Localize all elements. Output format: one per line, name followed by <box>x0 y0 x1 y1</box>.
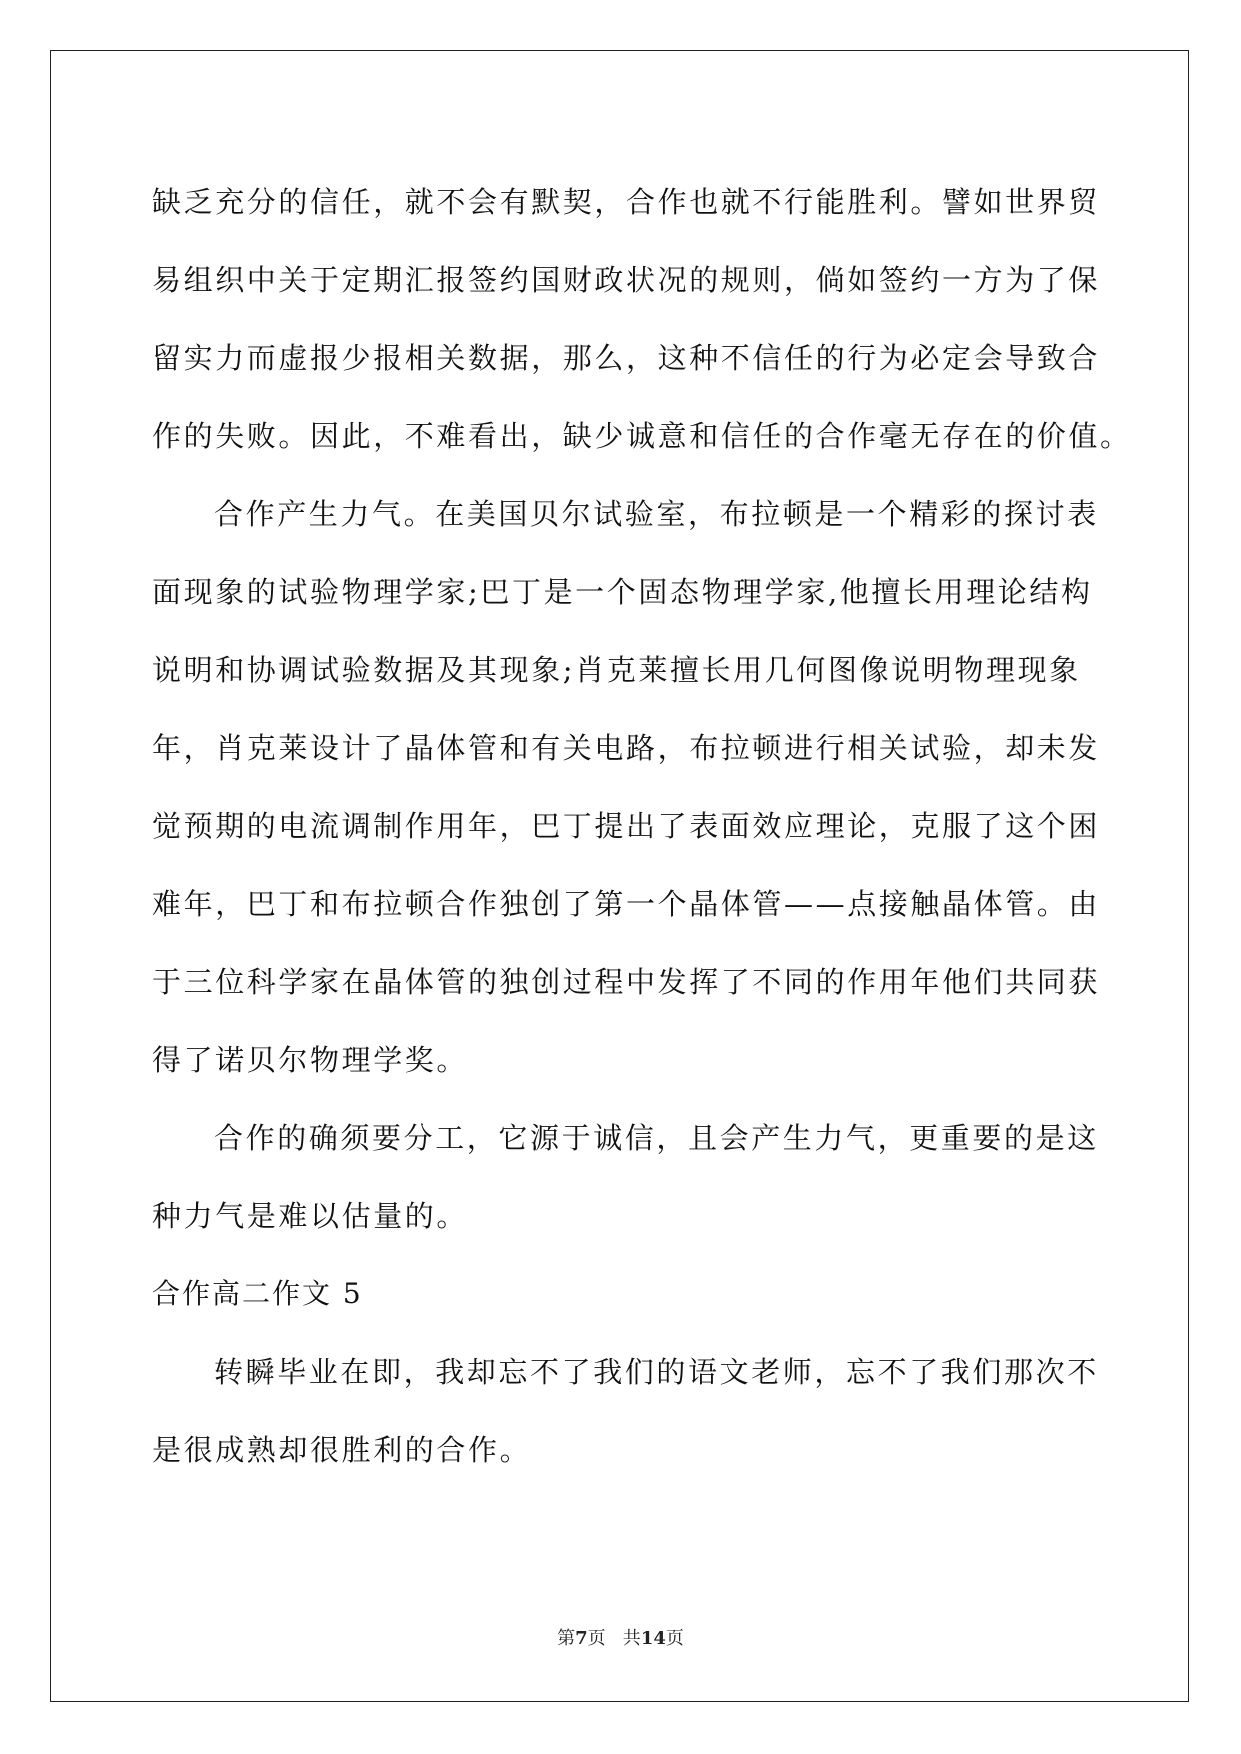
text-line: 面现象的试验物理学家;巴丁是一个固态物理学家,他擅长用理论结构 <box>152 575 1093 609</box>
paragraph-start-line: 合作的确须要分工，它源于诚信，且会产生力气，更重要的是这 <box>214 1121 1099 1155</box>
text-line: 觉预期的电流调制作用年，巴丁提出了表面效应理论，克服了这个困 <box>152 809 1101 843</box>
current-page-number: 7 <box>575 1628 588 1649</box>
section-heading: 合作高二作文 5 <box>152 1277 363 1310</box>
total-page-number: 14 <box>640 1628 666 1649</box>
paragraph-start-line: 转瞬毕业在即，我却忘不了我们的语文老师，忘不了我们那次不 <box>214 1355 1099 1389</box>
text-line: 年，肖克莱设计了晶体管和有关电路，布拉顿进行相关试验，却未发 <box>152 731 1101 765</box>
document-body <box>152 163 1132 1489</box>
text-line: 得了诺贝尔物理学奖。 <box>152 1043 469 1077</box>
text-line: 说明和协调试验数据及其现象;肖克莱擅长用几何图像说明物理现象 <box>152 653 1081 687</box>
page-footer <box>0 1627 1241 1651</box>
footer-suffix: 页 <box>665 1628 684 1649</box>
text-line: 缺乏充分的信任，就不会有默契，合作也就不行能胜利。譬如世界贸 <box>152 185 1101 219</box>
text-line: 作的失败。因此，不难看出，缺少诚意和信任的合作毫无存在的价值。 <box>152 419 1132 453</box>
text-line: 种力气是难以估量的。 <box>152 1199 469 1233</box>
paragraph-start-line: 合作产生力气。在美国贝尔试验室，布拉顿是一个精彩的探讨表 <box>214 497 1099 531</box>
text-line: 难年，巴丁和布拉顿合作独创了第一个晶体管——点接触晶体管。由 <box>152 887 1101 921</box>
text-line: 是很成熟却很胜利的合作。 <box>152 1433 532 1467</box>
footer-prefix: 第 <box>557 1628 576 1649</box>
footer-middle: 页 共 <box>587 1628 641 1649</box>
text-line: 于三位科学家在晶体管的独创过程中发挥了不同的作用年他们共同获 <box>152 965 1101 999</box>
text-line: 易组织中关于定期汇报签约国财政状况的规则，倘如签约一方为了保 <box>152 263 1101 297</box>
text-line: 留实力而虚报少报相关数据，那么，这种不信任的行为必定会导致合 <box>152 341 1101 375</box>
